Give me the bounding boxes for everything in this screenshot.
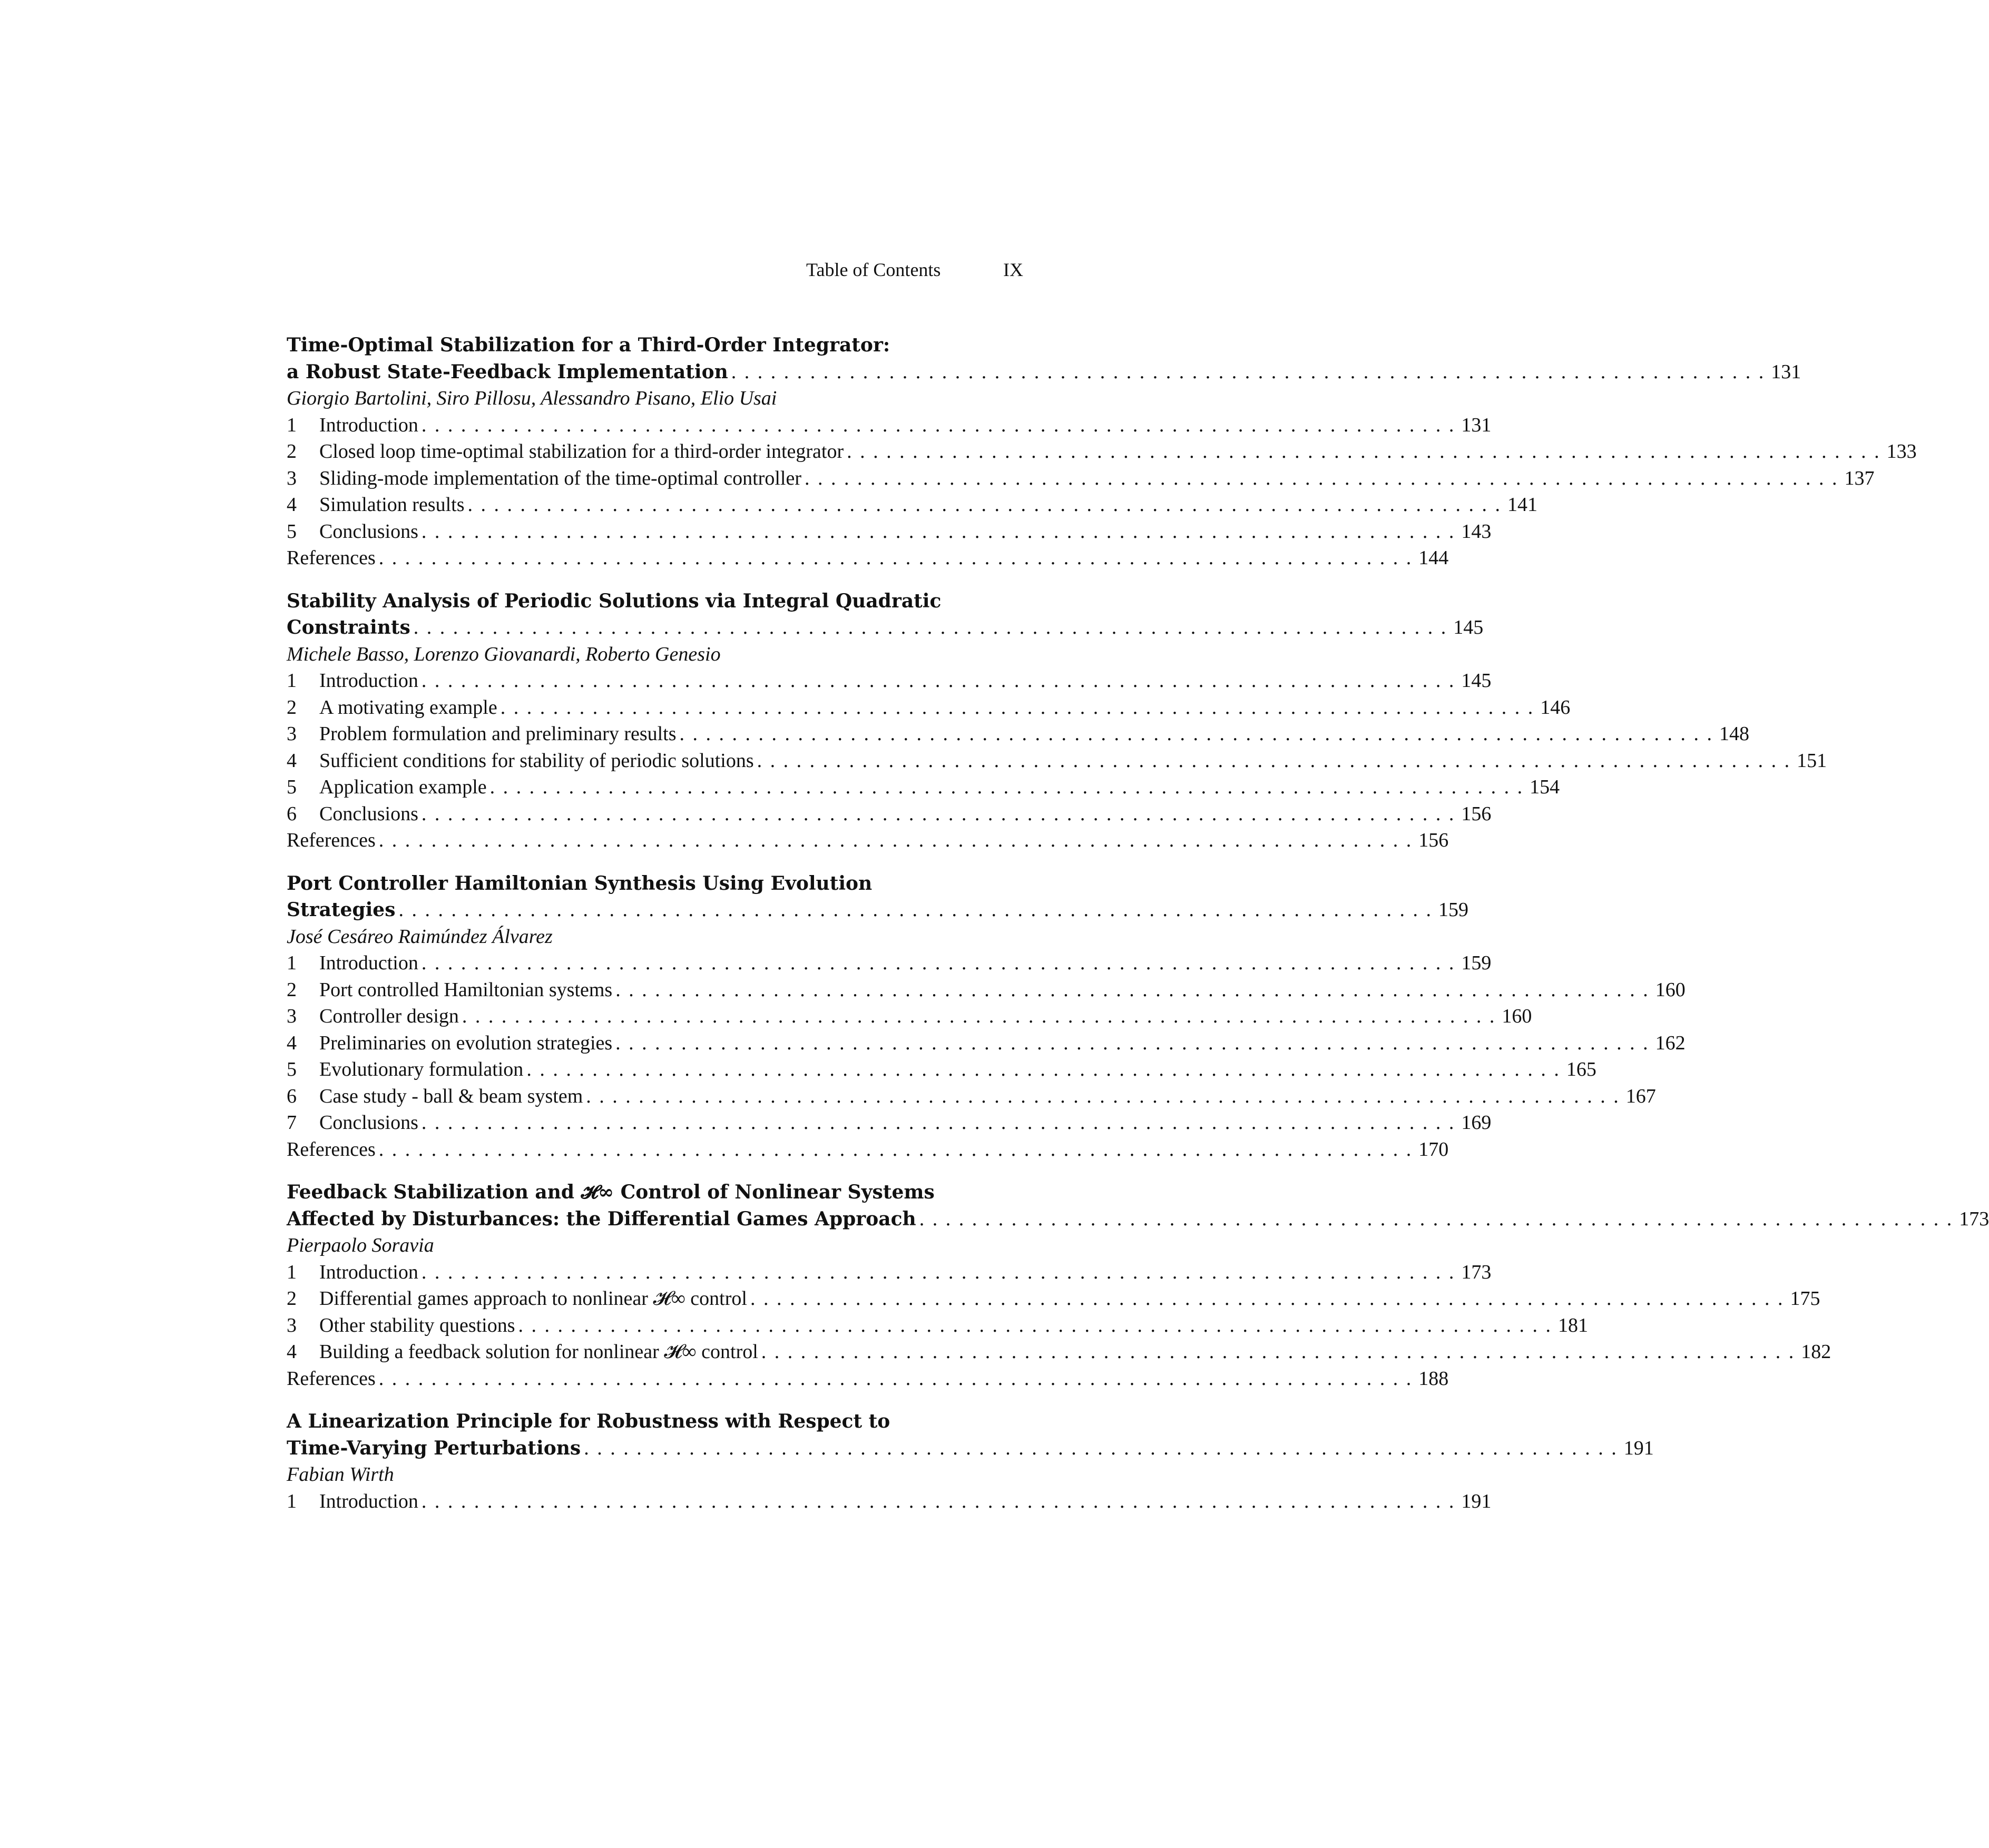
section-number: 1 <box>287 670 297 692</box>
article-title-text: Feedback Stabilization and 𝓗∞ Control of Nonlinear Systems <box>287 1181 935 1203</box>
article-title-text: Stability Analysis of Periodic Solutions via Integral Quadratic <box>287 589 942 612</box>
section-page-number: 145 <box>1461 670 1492 692</box>
running-head-page-number: IX <box>1003 259 1023 280</box>
dot-leader: . . . . . . . . . . . . . . . . . . . . . . . . . . . . . . . . . . . . . . . . . . . . . . . . . . . . . . . . . . . . . . . . . . . . . . . . . . . . . . . <box>586 1085 1620 1107</box>
article-page-number: 173 <box>1959 1207 1989 1230</box>
toc-section-entry <box>287 774 1560 801</box>
section-page-number: 151 <box>1797 749 1827 772</box>
section-page-number: 160 <box>1502 1005 1532 1027</box>
section-title: Building a feedback solution for nonlinear 𝓗∞ control <box>319 1341 758 1363</box>
toc-article <box>287 332 1917 572</box>
dot-leader: . . . . . . . . . . . . . . . . . . . . . . . . . . . . . . . . . . . . . . . . . . . . . . . . . . . . . . . . . . . . . . . . . . . . . . . . . . . . . . . <box>750 1287 1785 1310</box>
section-page-number: 175 <box>1790 1287 1820 1310</box>
toc-section-entry <box>287 950 1492 977</box>
section-page-number: 146 <box>1540 696 1571 719</box>
section-number: 7 <box>287 1112 297 1134</box>
section-number: 1 <box>287 952 297 974</box>
article-title-line <box>287 588 1023 615</box>
article-title-line <box>287 1408 1023 1435</box>
section-page-number: 188 <box>1418 1367 1449 1390</box>
dot-leader: . . . . . . . . . . . . . . . . . . . . . . . . . . . . . . . . . . . . . . . . . . . . . . . . . . . . . . . . . . . . . . . . . . . . . . . . . . . . . . . <box>500 696 1535 719</box>
article-title-line <box>287 614 1484 641</box>
toc-section-entry <box>287 1339 1831 1365</box>
dot-leader: . . . . . . . . . . . . . . . . . . . . . . . . . . . . . . . . . . . . . . . . . . . . . . . . . . . . . . . . . . . . . . . . . . . . . . . . . . . . . . . <box>731 360 1766 383</box>
dot-leader: . . . . . . . . . . . . . . . . . . . . . . . . . . . . . . . . . . . . . . . . . . . . . . . . . . . . . . . . . . . . . . . . . . . . . . . . . . . . . . . <box>421 1261 1456 1283</box>
dot-leader: . . . . . . . . . . . . . . . . . . . . . . . . . . . . . . . . . . . . . . . . . . . . . . . . . . . . . . . . . . . . . . . . . . . . . . . . . . . . . . . <box>615 978 1650 1001</box>
article-title-line <box>287 897 1468 923</box>
section-page-number: 137 <box>1844 467 1875 489</box>
section-title: Port controlled Hamiltonian systems <box>319 978 613 1001</box>
toc-section-entry <box>287 1030 1686 1057</box>
dot-leader: . . . . . . . . . . . . . . . . . . . . . . . . . . . . . . . . . . . . . . . . . . . . . . . . . . . . . . . . . . . . . . . . . . . . . . . . . . . . . . . <box>919 1207 1954 1230</box>
section-page-number: 165 <box>1566 1058 1596 1080</box>
toc-section-entry <box>287 545 1449 572</box>
dot-leader: . . . . . . . . . . . . . . . . . . . . . . . . . . . . . . . . . . . . . . . . . . . . . . . . . . . . . . . . . . . . . . . . . . . . . . . . . . . . . . . <box>378 829 1413 851</box>
section-number: 5 <box>287 776 297 798</box>
section-page-number: 159 <box>1461 952 1492 974</box>
article-title-text: Port Controller Hamiltonian Synthesis Using Evolution <box>287 872 873 894</box>
dot-leader: . . . . . . . . . . . . . . . . . . . . . . . . . . . . . . . . . . . . . . . . . . . . . . . . . . . . . . . . . . . . . . . . . . . . . . . . . . . . . . . <box>467 494 1502 516</box>
section-title: References <box>287 547 376 569</box>
section-title: Evolutionary formulation <box>319 1058 524 1080</box>
dot-leader: . . . . . . . . . . . . . . . . . . . . . . . . . . . . . . . . . . . . . . . . . . . . . . . . . . . . . . . . . . . . . . . . . . . . . . . . . . . . . . . <box>615 1031 1650 1054</box>
section-number: 4 <box>287 1341 297 1363</box>
article-authors: Giorgio Bartolini, Siro Pillosu, Alessandro Pisano, Elio Usai <box>287 387 777 409</box>
section-number: 3 <box>287 1005 297 1027</box>
section-page-number: 170 <box>1418 1138 1449 1161</box>
section-title: Differential games approach to nonlinear 𝓗∞ control <box>319 1287 747 1310</box>
section-page-number: 133 <box>1886 440 1917 463</box>
table-of-contents <box>287 332 1989 1531</box>
toc-section-entry <box>287 1259 1492 1286</box>
article-authors: Pierpaolo Soravia <box>287 1234 434 1256</box>
section-page-number: 160 <box>1655 978 1686 1001</box>
article-title-text: A Linearization Principle for Robustness with Respect to <box>287 1410 890 1432</box>
toc-section-entry <box>287 748 1827 774</box>
section-page-number: 143 <box>1461 520 1492 543</box>
section-page-number: 131 <box>1461 414 1492 436</box>
article-page-number: 131 <box>1771 360 1801 383</box>
toc-section-entry <box>287 412 1492 439</box>
article-authors: Michele Basso, Lorenzo Giovanardi, Roberto Genesio <box>287 643 721 665</box>
toc-article <box>287 1408 1654 1515</box>
dot-leader: . . . . . . . . . . . . . . . . . . . . . . . . . . . . . . . . . . . . . . . . . . . . . . . . . . . . . . . . . . . . . . . . . . . . . . . . . . . . . . . <box>526 1058 1561 1080</box>
dot-leader: . . . . . . . . . . . . . . . . . . . . . . . . . . . . . . . . . . . . . . . . . . . . . . . . . . . . . . . . . . . . . . . . . . . . . . . . . . . . . . . <box>421 1112 1456 1134</box>
section-page-number: 181 <box>1558 1314 1589 1336</box>
dot-leader: . . . . . . . . . . . . . . . . . . . . . . . . . . . . . . . . . . . . . . . . . . . . . . . . . . . . . . . . . . . . . . . . . . . . . . . . . . . . . . . <box>398 899 1433 921</box>
section-number: 2 <box>287 440 297 463</box>
article-title-text: Constraints <box>287 616 410 638</box>
toc-article <box>287 1179 1989 1392</box>
section-title: Introduction <box>319 1490 418 1512</box>
section-title: Problem formulation and preliminary results <box>319 723 677 745</box>
section-number: 4 <box>287 749 297 772</box>
dot-leader: . . . . . . . . . . . . . . . . . . . . . . . . . . . . . . . . . . . . . . . . . . . . . . . . . . . . . . . . . . . . . . . . . . . . . . . . . . . . . . . <box>421 520 1456 543</box>
dot-leader: . . . . . . . . . . . . . . . . . . . . . . . . . . . . . . . . . . . . . . . . . . . . . . . . . . . . . . . . . . . . . . . . . . . . . . . . . . . . . . . <box>421 1490 1456 1512</box>
section-page-number: 191 <box>1461 1490 1492 1512</box>
section-title: Other stability questions <box>319 1314 515 1336</box>
section-title: References <box>287 829 376 851</box>
running-head <box>806 257 1023 283</box>
section-number: 2 <box>287 696 297 719</box>
section-number: 5 <box>287 1058 297 1080</box>
article-title-text: a Robust State-Feedback Implementation <box>287 360 728 383</box>
section-number: 4 <box>287 1031 297 1054</box>
section-number: 2 <box>287 1287 297 1310</box>
article-page-number: 159 <box>1438 899 1468 921</box>
section-page-number: 182 <box>1801 1341 1831 1363</box>
section-page-number: 156 <box>1418 829 1449 851</box>
toc-section-entry <box>287 1083 1656 1110</box>
section-title: References <box>287 1138 376 1161</box>
dot-leader: . . . . . . . . . . . . . . . . . . . . . . . . . . . . . . . . . . . . . . . . . . . . . . . . . . . . . . . . . . . . . . . . . . . . . . . . . . . . . . . <box>761 1341 1796 1363</box>
section-title: Conclusions <box>319 802 418 825</box>
section-title: Case study - ball & beam system <box>319 1085 583 1107</box>
article-title-text: Affected by Disturbances: the Differential Games Approach <box>287 1207 916 1230</box>
section-title: Conclusions <box>319 520 418 543</box>
toc-section-entry <box>287 977 1686 1004</box>
section-title: Sliding-mode implementation of the time-optimal controller <box>319 467 801 489</box>
toc-section-entry <box>287 1365 1449 1392</box>
article-title-text: Time-Optimal Stabilization for a Third-Order Integrator: <box>287 334 890 356</box>
section-page-number: 148 <box>1719 723 1750 745</box>
dot-leader: . . . . . . . . . . . . . . . . . . . . . . . . . . . . . . . . . . . . . . . . . . . . . . . . . . . . . . . . . . . . . . . . . . . . . . . . . . . . . . . <box>378 1367 1413 1390</box>
article-title-line <box>287 870 1023 897</box>
toc-section-entry <box>287 1003 1532 1030</box>
section-page-number: 162 <box>1655 1031 1686 1054</box>
section-title: Introduction <box>319 952 418 974</box>
toc-section-entry <box>287 1488 1492 1515</box>
dot-leader: . . . . . . . . . . . . . . . . . . . . . . . . . . . . . . . . . . . . . . . . . . . . . . . . . . . . . . . . . . . . . . . . . . . . . . . . . . . . . . . <box>378 1138 1413 1161</box>
dot-leader: . . . . . . . . . . . . . . . . . . . . . . . . . . . . . . . . . . . . . . . . . . . . . . . . . . . . . . . . . . . . . . . . . . . . . . . . . . . . . . . <box>421 670 1456 692</box>
section-number: 2 <box>287 978 297 1001</box>
dot-leader: . . . . . . . . . . . . . . . . . . . . . . . . . . . . . . . . . . . . . . . . . . . . . . . . . . . . . . . . . . . . . . . . . . . . . . . . . . . . . . . <box>413 616 1448 638</box>
running-head-title: Table of Contents <box>806 259 941 280</box>
toc-section-entry <box>287 492 1537 518</box>
article-title-text: Strategies <box>287 899 396 921</box>
section-title: Sufficient conditions for stability of periodic solutions <box>319 749 754 772</box>
toc-section-entry <box>287 1312 1589 1339</box>
article-authors: José Cesáreo Raimúndez Álvarez <box>287 925 553 948</box>
section-title: Introduction <box>319 414 418 436</box>
dot-leader: . . . . . . . . . . . . . . . . . . . . . . . . . . . . . . . . . . . . . . . . . . . . . . . . . . . . . . . . . . . . . . . . . . . . . . . . . . . . . . . <box>489 776 1524 798</box>
article-title-line <box>287 1435 1654 1462</box>
section-number: 3 <box>287 467 297 489</box>
toc-section-entry <box>287 1109 1492 1136</box>
section-title: Closed loop time-optimal stabilization for a third-order integrator <box>319 440 844 463</box>
article-title-line <box>287 332 1023 359</box>
toc-section-entry <box>287 465 1875 492</box>
article-title-line <box>287 1179 1023 1206</box>
section-title: References <box>287 1367 376 1390</box>
dot-leader: . . . . . . . . . . . . . . . . . . . . . . . . . . . . . . . . . . . . . . . . . . . . . . . . . . . . . . . . . . . . . . . . . . . . . . . . . . . . . . . <box>421 952 1456 974</box>
section-number: 3 <box>287 1314 297 1336</box>
section-number: 1 <box>287 414 297 436</box>
section-number: 5 <box>287 520 297 543</box>
toc-section-entry <box>287 438 1917 465</box>
toc-section-entry <box>287 801 1492 828</box>
dot-leader: . . . . . . . . . . . . . . . . . . . . . . . . . . . . . . . . . . . . . . . . . . . . . . . . . . . . . . . . . . . . . . . . . . . . . . . . . . . . . . . <box>421 802 1456 825</box>
toc-article <box>287 870 1686 1163</box>
section-title: Simulation results <box>319 494 465 516</box>
section-title: Preliminaries on evolution strategies <box>319 1031 613 1054</box>
section-page-number: 141 <box>1507 494 1537 516</box>
toc-section-entry <box>287 518 1492 545</box>
toc-section-entry <box>287 721 1750 748</box>
section-page-number: 154 <box>1530 776 1560 798</box>
section-page-number: 167 <box>1625 1085 1656 1107</box>
toc-section-entry <box>287 667 1492 694</box>
section-number: 4 <box>287 494 297 516</box>
section-page-number: 144 <box>1418 547 1449 569</box>
article-title-text: Time-Varying Perturbations <box>287 1437 581 1459</box>
section-title: Introduction <box>319 1261 418 1283</box>
section-number: 6 <box>287 1085 297 1107</box>
article-title-line <box>287 359 1801 386</box>
dot-leader: . . . . . . . . . . . . . . . . . . . . . . . . . . . . . . . . . . . . . . . . . . . . . . . . . . . . . . . . . . . . . . . . . . . . . . . . . . . . . . . <box>679 723 1714 745</box>
toc-section-entry <box>287 1056 1596 1083</box>
dot-leader: . . . . . . . . . . . . . . . . . . . . . . . . . . . . . . . . . . . . . . . . . . . . . . . . . . . . . . . . . . . . . . . . . . . . . . . . . . . . . . . <box>584 1437 1618 1459</box>
dot-leader: . . . . . . . . . . . . . . . . . . . . . . . . . . . . . . . . . . . . . . . . . . . . . . . . . . . . . . . . . . . . . . . . . . . . . . . . . . . . . . . <box>378 547 1413 569</box>
section-page-number: 173 <box>1461 1261 1492 1283</box>
article-title-line <box>287 1206 1989 1233</box>
section-number: 3 <box>287 723 297 745</box>
article-authors: Fabian Wirth <box>287 1463 394 1486</box>
section-title: Controller design <box>319 1005 459 1027</box>
toc-section-entry <box>287 694 1571 721</box>
toc-section-entry <box>287 827 1449 854</box>
dot-leader: . . . . . . . . . . . . . . . . . . . . . . . . . . . . . . . . . . . . . . . . . . . . . . . . . . . . . . . . . . . . . . . . . . . . . . . . . . . . . . . <box>518 1314 1553 1336</box>
section-title: Introduction <box>319 670 418 692</box>
section-title: A motivating example <box>319 696 497 719</box>
section-title: Application example <box>319 776 487 798</box>
article-page-number: 145 <box>1453 616 1484 638</box>
dot-leader: . . . . . . . . . . . . . . . . . . . . . . . . . . . . . . . . . . . . . . . . . . . . . . . . . . . . . . . . . . . . . . . . . . . . . . . . . . . . . . . <box>421 414 1456 436</box>
section-title: Conclusions <box>319 1112 418 1134</box>
dot-leader: . . . . . . . . . . . . . . . . . . . . . . . . . . . . . . . . . . . . . . . . . . . . . . . . . . . . . . . . . . . . . . . . . . . . . . . . . . . . . . . <box>804 467 1839 489</box>
dot-leader: . . . . . . . . . . . . . . . . . . . . . . . . . . . . . . . . . . . . . . . . . . . . . . . . . . . . . . . . . . . . . . . . . . . . . . . . . . . . . . . <box>847 440 1881 463</box>
section-number: 6 <box>287 802 297 825</box>
dot-leader: . . . . . . . . . . . . . . . . . . . . . . . . . . . . . . . . . . . . . . . . . . . . . . . . . . . . . . . . . . . . . . . . . . . . . . . . . . . . . . . <box>757 749 1791 772</box>
toc-section-entry <box>287 1285 1820 1312</box>
section-page-number: 169 <box>1461 1112 1492 1134</box>
section-page-number: 156 <box>1461 802 1492 825</box>
dot-leader: . . . . . . . . . . . . . . . . . . . . . . . . . . . . . . . . . . . . . . . . . . . . . . . . . . . . . . . . . . . . . . . . . . . . . . . . . . . . . . . <box>462 1005 1496 1027</box>
section-number: 1 <box>287 1261 297 1283</box>
toc-article <box>287 588 1827 854</box>
toc-section-entry <box>287 1136 1449 1163</box>
section-number: 1 <box>287 1490 297 1512</box>
article-page-number: 191 <box>1623 1437 1654 1459</box>
